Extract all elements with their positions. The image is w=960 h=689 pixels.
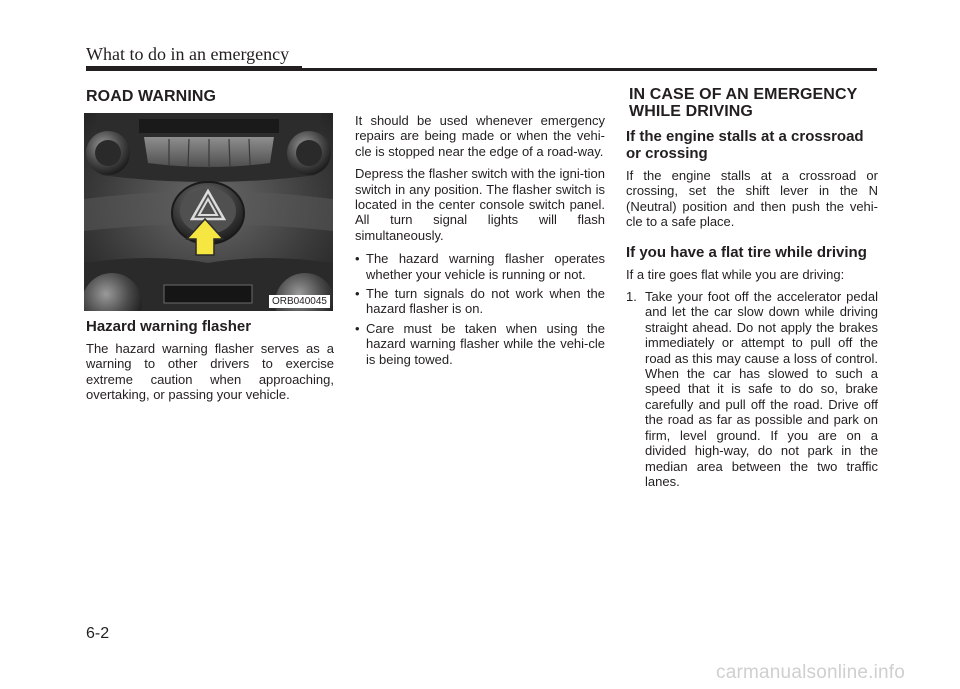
column-right: [626, 128, 878, 489]
emergency-title-line1: IN CASE OF AN EMERGENCY: [629, 86, 858, 103]
site-watermark: carmanualsonline.info: [716, 662, 906, 683]
step-text: Take your foot off the accelerator pedal and let the car slow down while driving straight ahead. Do not apply the brakes immediately or attempt to pull off the road as this may cause a loss of control. When the car has slowed to such a speed that it is safe to do so, brake carefully and pull off the road. Drive off the road as far as possible and park on firm, level ground. If you are on a divided high-way, do not park in the median area between the two traffic lanes.: [645, 289, 878, 489]
flat-tire-heading: If you have a flat tire while driving: [626, 243, 867, 261]
column-middle: [355, 113, 605, 371]
emergency-title-line2: WHILE DRIVING: [629, 103, 753, 120]
hazard-switch-photo: [84, 113, 333, 311]
list-item: [626, 289, 878, 489]
stalls-heading-line2: or crossing: [626, 145, 708, 162]
step-number: 1.: [626, 289, 637, 305]
stalls-paragraph: If the engine stalls at a crossroad or crossing, set the shift lever in the N (Neutral) position and then push the vehi-cle to a safe place.: [626, 168, 878, 230]
hazard-flasher-heading: Hazard warning flasher: [86, 318, 252, 335]
hazard-notes-list: [355, 251, 605, 367]
list-item: • The hazard warning flasher operates whether your vehicle is running or not.: [355, 251, 605, 282]
running-header-title: What to do in an emergency: [86, 44, 290, 64]
header-rule-accent: [86, 66, 302, 71]
list-item: • The turn signals do not work when the hazard flasher is on.: [355, 286, 605, 317]
hazard-flasher-paragraph: The hazard warning flasher serves as a warning to other drivers to exercise extreme caution when approaching, overtaking, or passing your vehicle.: [86, 341, 334, 403]
page-number: 6-2: [86, 625, 110, 642]
figure-code-label: ORB040045: [269, 295, 330, 308]
stalls-heading: [626, 128, 878, 162]
stalls-heading-line1: If the engine stalls at a crossroad: [626, 128, 864, 145]
console-illustration: [84, 113, 333, 311]
column-left: [86, 318, 334, 410]
emergency-title: [629, 86, 857, 120]
flat-tire-steps: [626, 289, 878, 489]
list-item: • Care must be taken when using the hazard warning flasher while the vehi-cle is being towed.: [355, 321, 605, 367]
flat-tire-intro: If a tire goes flat while you are driving:: [626, 266, 845, 282]
usage-paragraph: It should be used whenever emergency repairs are being made or when the vehi-cle is stopped near the edge of a road-way.: [355, 113, 605, 159]
switch-paragraph: Depress the flasher switch with the igni-tion switch in any position. The flasher switch is located in the center console switch panel. All turn signal lights will flash simultaneously.: [355, 166, 606, 243]
road-warning-title: ROAD WARNING: [86, 88, 217, 105]
